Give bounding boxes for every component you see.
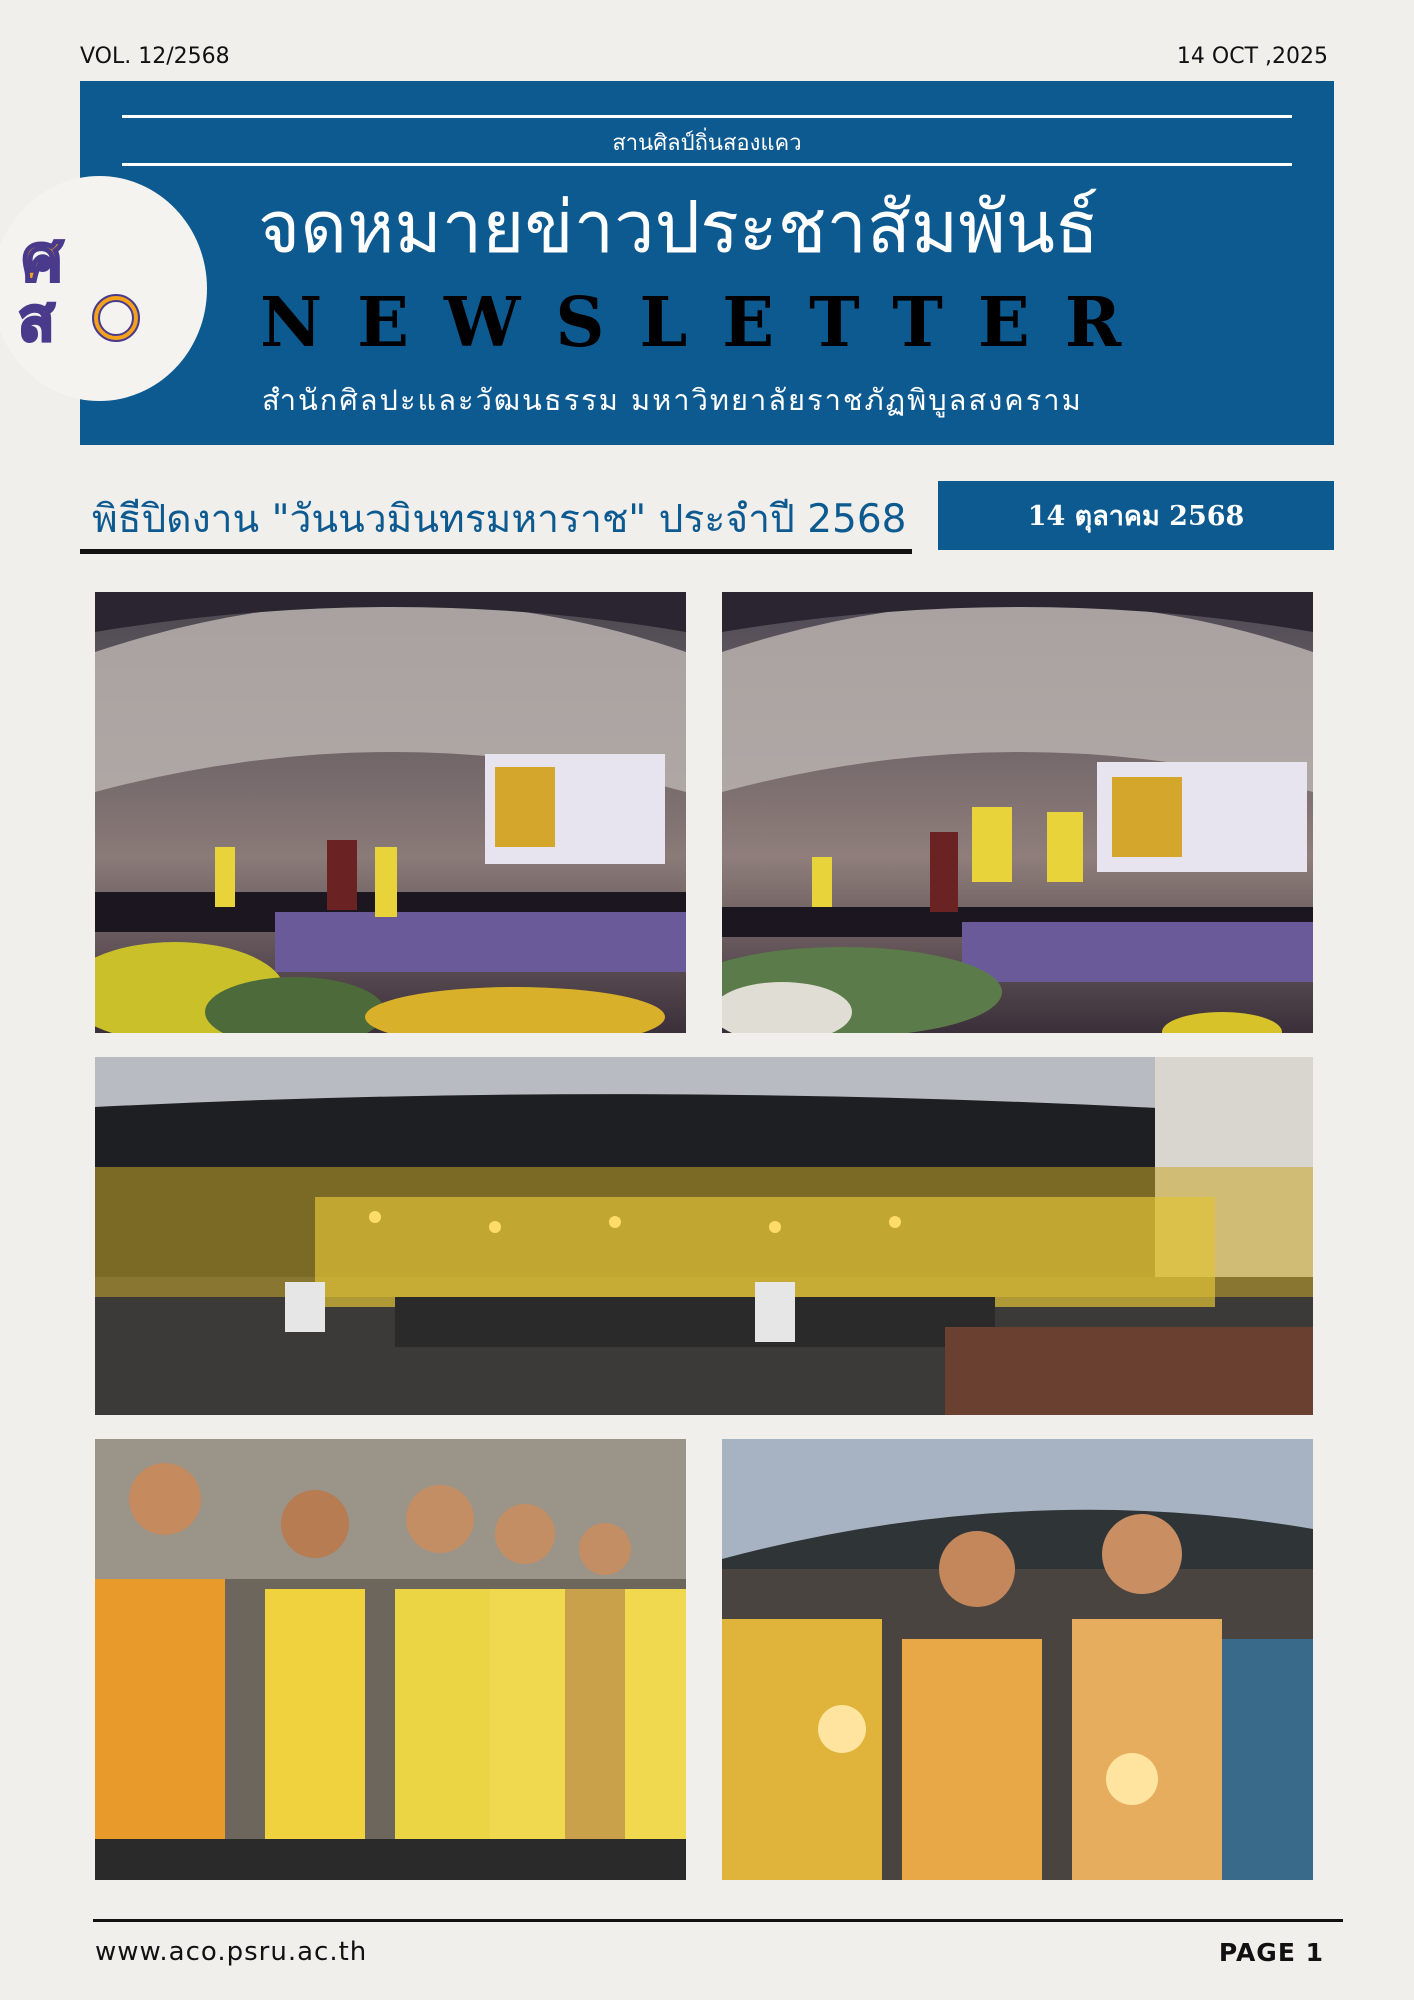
banner-rule-top <box>122 115 1292 118</box>
article-title: พิธีปิดงาน "วันนวมินทรมหาราช" ประจำปี 2568 <box>92 497 907 542</box>
logo-ring-inner <box>96 298 136 338</box>
volume-number: VOL. 12/2568 <box>80 44 230 69</box>
photo-crowd-candles <box>95 1057 1313 1415</box>
photo-candle-holders <box>722 1439 1313 1880</box>
photo-dignitaries-candles <box>95 1439 686 1880</box>
logo-mark-icon <box>12 218 152 348</box>
newsletter-title-english: NEWSLETTER <box>260 283 1157 363</box>
website-url: www.aco.psru.ac.th <box>95 1937 368 1967</box>
photo-stage-speaker <box>95 592 686 1033</box>
organization-name: สำนักศิลปะและวัฒนธรรม มหาวิทยาลัยราชภัฏพิบูลสงคราม <box>262 383 1083 417</box>
organization-logo <box>0 176 207 401</box>
article-date-badge: 14 ตุลาคม 2568 <box>938 481 1334 550</box>
title-underline <box>80 549 912 554</box>
logo-glyph-bottom: ส <box>18 285 55 348</box>
page-number: PAGE 1 <box>1218 1938 1324 1967</box>
banner-subtitle: สานศิลป์ถิ่นสองแคว <box>612 131 802 156</box>
banner-rule-bottom <box>122 163 1292 166</box>
photo-stage-presenters <box>722 592 1313 1033</box>
masthead-banner <box>80 81 1334 445</box>
footer-rule <box>93 1919 1343 1922</box>
logo-glyph-top: ศ <box>22 222 63 296</box>
newsletter-title-thai: จดหมายข่าวประชาสัมพันธ์ <box>258 185 1099 269</box>
issue-date: 14 OCT ,2025 <box>1176 44 1328 69</box>
